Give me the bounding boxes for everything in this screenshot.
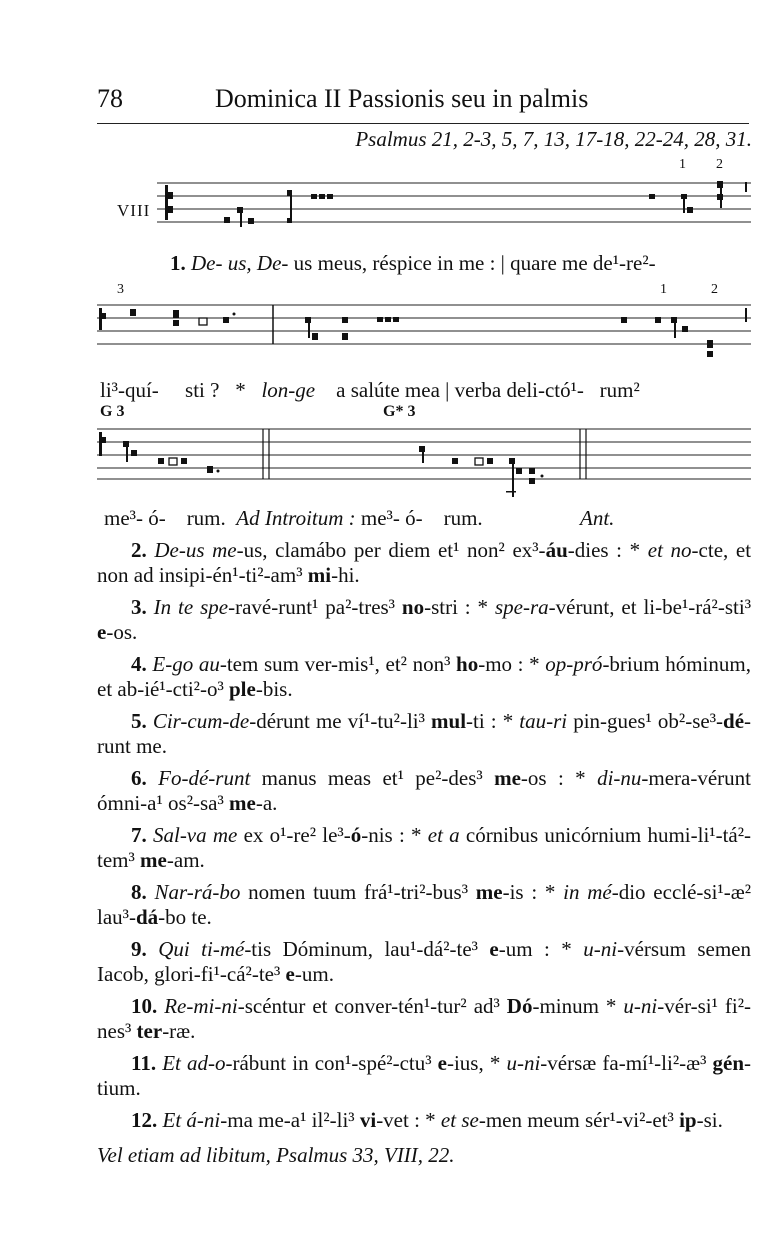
verse-text: Qui ti-mé xyxy=(158,937,245,961)
verse-text: -os : * xyxy=(520,766,598,790)
staff-2 xyxy=(97,300,751,360)
staff1-lyrics xyxy=(170,251,656,276)
verse-text: -tis Dóminum, lau¹-dá²-te³ xyxy=(244,937,490,961)
staff2-mark-2: 2 xyxy=(711,282,718,297)
verse xyxy=(97,709,751,759)
verse-text: di-nu xyxy=(597,766,642,790)
verse-text: e xyxy=(437,1051,447,1075)
verse-text: E-go au xyxy=(152,652,220,676)
verse-text: manus meas et¹ pe²-des³ xyxy=(250,766,495,790)
verse xyxy=(97,1051,751,1101)
verse xyxy=(97,994,751,1044)
lyric-f: rum² xyxy=(599,378,640,402)
verse-text: me xyxy=(229,791,256,815)
verse-number: 5. xyxy=(131,709,147,733)
verse-text: -runt me. xyxy=(97,709,752,758)
verse-text: -us, clamábo per diem et¹ non² ex³- xyxy=(236,538,546,562)
verse-text: -os. xyxy=(106,620,138,644)
verse xyxy=(97,937,751,987)
verse-text: e xyxy=(489,937,499,961)
verse-text: et no xyxy=(647,538,692,562)
header-rule xyxy=(97,123,749,124)
verse-number: 7. xyxy=(131,823,147,847)
verse-text: ho xyxy=(456,652,479,676)
verse-text: -is : * xyxy=(502,880,564,904)
verse-text: -cte, et non ad insipi-én¹-ti²-am³ xyxy=(97,538,752,587)
verse-text: pin-gues¹ ob²-se³- xyxy=(567,709,724,733)
verse-text: In te spe xyxy=(153,595,229,619)
verse-text: -um. xyxy=(294,962,334,986)
verse-text: me xyxy=(494,766,521,790)
verse-text: -scéntur et conver-tén¹-tur² ad³ xyxy=(237,994,507,1018)
verse-text: Sal-va me xyxy=(152,823,238,847)
verse-text: mi xyxy=(307,563,332,587)
verse-number: 10. xyxy=(131,994,158,1018)
verse-text: no xyxy=(401,595,425,619)
verse-text: -mo : * xyxy=(478,652,546,676)
verse xyxy=(97,880,751,930)
verse-text: et a xyxy=(427,823,460,847)
verse-number: 1. xyxy=(170,251,186,275)
verse-text: tau-ri xyxy=(519,709,568,733)
verse-text: spe-ra xyxy=(494,595,549,619)
verse-number: 11. xyxy=(131,1051,157,1075)
asterisk: * xyxy=(235,378,246,402)
verse-number: 8. xyxy=(131,880,147,904)
verse-text: ex o¹-re² le³- xyxy=(237,823,351,847)
verse-text: -vet : * xyxy=(376,1108,441,1132)
lyric-b: sti ? xyxy=(185,378,220,402)
verse xyxy=(97,595,751,645)
verse xyxy=(97,1108,751,1133)
verse-number: 9. xyxy=(131,937,147,961)
verse-text: -am. xyxy=(166,848,205,872)
verse-number: 12. xyxy=(131,1108,158,1132)
verse-text: in mé xyxy=(563,880,612,904)
staff2-mark-1: 1 xyxy=(660,282,667,297)
verse-text: -um : * xyxy=(498,937,584,961)
staff-2-svg xyxy=(97,300,751,360)
lyric-e: a salúte mea | verba deli-ctó¹- xyxy=(336,378,584,402)
staff1-mark-2: 2 xyxy=(716,157,723,172)
verse-text: Nar-rá-bo xyxy=(154,880,241,904)
staff2-mark-3: 3 xyxy=(117,282,124,297)
verse-text: dé xyxy=(723,709,745,733)
verse-text: -tem sum ver-mis¹, et² non³ xyxy=(219,652,457,676)
verse-text: Et ad-o xyxy=(162,1051,226,1075)
verse-text: córnibus unicórnium humi-li¹-tá²-tem³ xyxy=(97,823,752,872)
mode-label: VIII xyxy=(117,201,151,220)
verse-text: Cir-cum-de xyxy=(152,709,250,733)
footer-note: Vel etiam ad libitum, Psalmus 33, VIII, 22. xyxy=(97,1143,455,1167)
psalm-reference: Psalmus 21, 2-3, 5, 7, 13, 17-18, 22-24, 28, 31. xyxy=(355,127,752,151)
lyric-e: rum. xyxy=(443,506,483,530)
lyric-a: me³- ó- xyxy=(104,506,166,530)
staff3-lyrics-1 xyxy=(104,506,483,531)
verse-text: -vér-si¹ fi²-nes³ xyxy=(97,994,752,1043)
page-number: 78 xyxy=(97,84,123,113)
verse-text: -dies : * xyxy=(567,538,648,562)
verse-text: Dó xyxy=(506,994,533,1018)
verse xyxy=(97,766,751,816)
verses xyxy=(97,538,751,1168)
verse-text: gén xyxy=(712,1051,745,1075)
verse-list xyxy=(97,538,751,1133)
verse-text: Et á-ni xyxy=(162,1108,221,1132)
lyric-text: us meus, réspice in me : | quare me de¹-re²- xyxy=(293,251,656,275)
verse-text: e xyxy=(97,620,107,644)
verse-text: -hi. xyxy=(331,563,360,587)
lyric-italic: De- us, De- xyxy=(191,251,289,275)
verse-text: -vérunt, et li-be¹-rá²-sti³ xyxy=(548,595,751,619)
antiphon-label xyxy=(580,506,614,531)
verse-text: -ravé-runt¹ pa²-tres³ xyxy=(228,595,402,619)
verse-text: -men meum sér¹-vi²-et³ xyxy=(478,1108,680,1132)
verse-text: áu xyxy=(545,538,568,562)
verse-text: mul xyxy=(431,709,467,733)
staff-3 xyxy=(97,424,751,504)
verse-text: -si. xyxy=(696,1108,723,1132)
ant-label: Ant. xyxy=(580,506,615,530)
verse-text: -stri : * xyxy=(424,595,495,619)
verse-text: vi xyxy=(359,1108,377,1132)
verse-text: u-ni xyxy=(506,1051,541,1075)
page-title: Dominica II Passionis seu in palmis xyxy=(215,84,589,113)
verse-text: ó xyxy=(350,823,362,847)
verse-text: -nis : * xyxy=(361,823,428,847)
verse-text: u-ni xyxy=(623,994,658,1018)
lyric-ad-introitum: Ad Introitum : xyxy=(236,506,356,530)
verse-number: 2. xyxy=(131,538,147,562)
verse-number: 6. xyxy=(131,766,147,790)
staff1-mark-1: 1 xyxy=(679,157,686,172)
verse xyxy=(97,823,751,873)
verse-text: Re-mi-ni xyxy=(164,994,238,1018)
lyric-a: li³-quí- xyxy=(100,378,159,402)
verse-text: -vérsum semen Iacob, glori-fi¹-cá²-te³ xyxy=(97,937,752,986)
verse-text: Fo-dé-runt xyxy=(158,766,251,790)
verse-text: De-us me xyxy=(154,538,237,562)
staff2-lyrics xyxy=(100,378,640,403)
verse-text: ple xyxy=(229,677,256,701)
staff3-mark-g: G 3 xyxy=(100,403,125,420)
verse-text: -bo te. xyxy=(158,905,212,929)
staff-1 xyxy=(97,178,751,238)
verse-text: e xyxy=(285,962,295,986)
verse-text: -ræ. xyxy=(162,1019,196,1043)
verse-text: dá xyxy=(135,905,159,929)
verse xyxy=(97,538,751,588)
verse-text: ip xyxy=(679,1108,697,1132)
verse-text: -minum * xyxy=(532,994,624,1018)
verse-number: 4. xyxy=(131,652,147,676)
verse-text: ter xyxy=(136,1019,163,1043)
verse-text: -tium. xyxy=(97,1051,752,1100)
verse-text: -ma me-a¹ il²-li³ xyxy=(220,1108,360,1132)
verse-text: -vérsæ fa-mí¹-li²-æ³ xyxy=(540,1051,713,1075)
verse-text: me xyxy=(140,848,167,872)
staff3-mark-gstar: G* 3 xyxy=(383,403,416,420)
verse-text: op-pró xyxy=(545,652,603,676)
verse-number: 3. xyxy=(131,595,147,619)
staff-1-svg xyxy=(97,178,751,238)
verse-text: u-ni xyxy=(583,937,618,961)
lyric-d: lon-ge xyxy=(261,378,316,402)
verse-text: -rábunt in con¹-spé²-ctu³ xyxy=(225,1051,438,1075)
verse-text: -ius, * xyxy=(446,1051,507,1075)
verse-text: me xyxy=(475,880,503,904)
verse-text: -mera-vérunt ómni-a¹ os²-sa³ xyxy=(97,766,752,815)
verse-text: -ti : * xyxy=(466,709,520,733)
verse-text: -brium hóminum, et ab-ié¹-cti²-o³ xyxy=(97,652,751,701)
verse-text: nomen tuum frá¹-tri²-bus³ xyxy=(240,880,476,904)
verse-text: -a. xyxy=(255,791,278,815)
verse xyxy=(97,652,751,702)
verse-text: -bis. xyxy=(255,677,293,701)
verse-text: et se xyxy=(440,1108,479,1132)
lyric-b: rum. xyxy=(186,506,226,530)
verse-text: -dérunt me ví¹-tu²-li³ xyxy=(249,709,432,733)
lyric-d: me³- ó- xyxy=(360,506,423,530)
staff-3-svg xyxy=(97,424,751,504)
verse-text: -dio ecclé-si¹-æ² lau³- xyxy=(97,880,752,929)
